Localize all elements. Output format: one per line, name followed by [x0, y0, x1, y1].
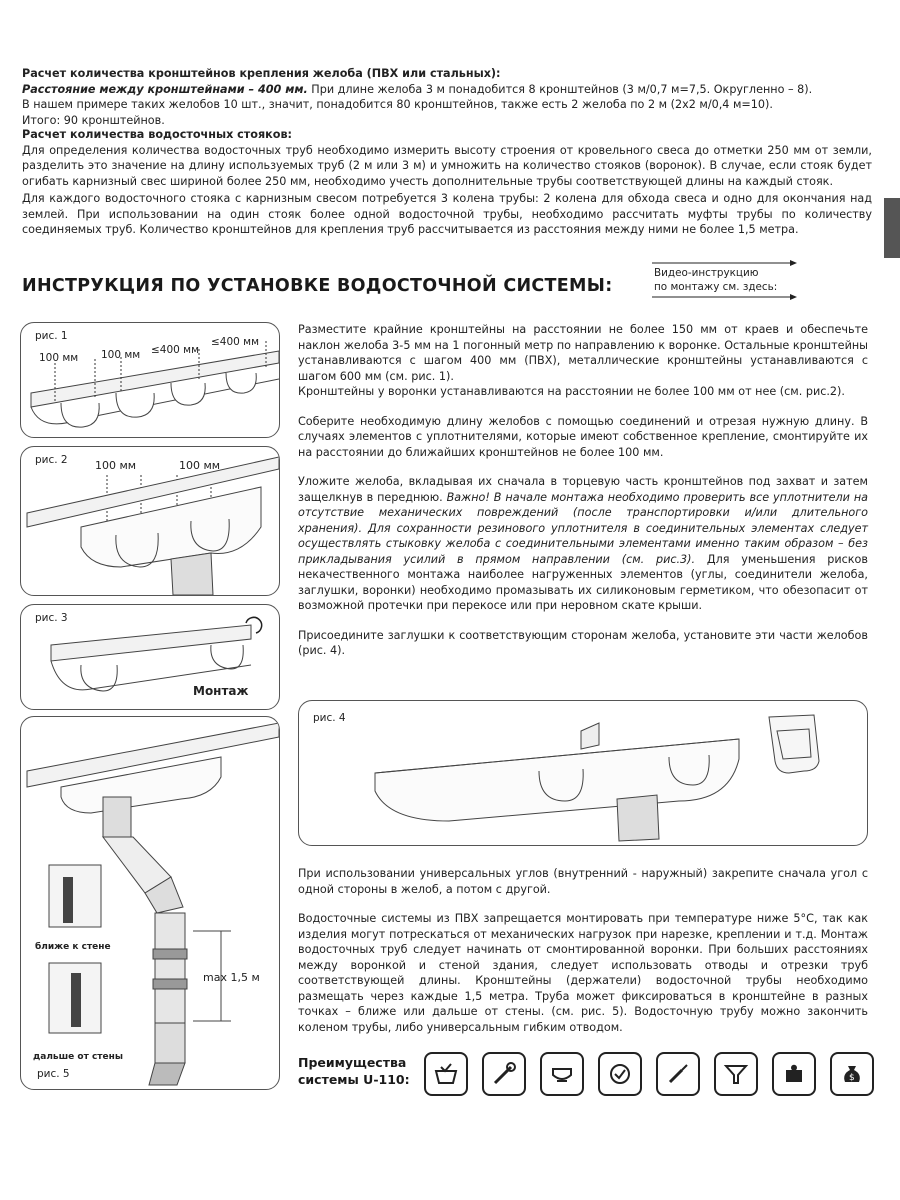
advantages-label2: системы U-110: — [298, 1072, 410, 1087]
figure-5-label: рис. 5 — [37, 1068, 70, 1080]
risers-heading: Расчет количества водосточных стояков: — [22, 128, 292, 141]
side-tab — [884, 198, 900, 258]
risers-para2: Для каждого водосточного стояка с карнизным свесом потребуется 3 колена трубы: 2 колена для обхода свеса и одно для окончания над землей. При использовании на один стояк более одной водосточной трубы, необходимо рассчитать муфты трубы по количеству соединяемых труб. Количество кронштейнов для крепления труб рассчитывается из расстояния между ними не более 1,5 метра. — [22, 192, 872, 236]
risers-section — [22, 127, 872, 238]
figure-2 — [20, 446, 280, 596]
step3-text: Уложите желоба, вкладывая их сначала в торцевую часть кронштейнов под захват и затем защелкнув в переднюю. Важно! В начале монтажа необходимо проверить все уплотнители на отсутствие механических повреждений (после транспортировки и/или длительного хранения). Для сохранности резинового уплотнителя в соединительных элементах следует осуществлять стыковку желоба с соединительными элементами именно таким образом – без прикладывания усилий в прямом направлении (см. рис.3). Для уменьшения рисков некачественного монтажа наиболее нагруженных элементов (углы, соединители желоба, заглушки, воронки) необходимо промазывать их силиконовым герметиком, что обезопасит от возможной протечки при перекосе или при неровном скате крыши. — [298, 475, 868, 612]
figure-2-dim2: 100 мм — [179, 459, 221, 472]
figure-5-drawing — [21, 717, 279, 1089]
step6-text: Водосточные системы из ПВХ запрещается монтировать при температуре ниже 5°С, так как изделия могут потрескаться от механических нагрузок при нарезке, креплении и т.д. Монтаж водосточных труб следует начинать от смонтированной воронки. При больших расстояниях между воронкой и стеной здания, следует использовать отводы и отрезки труб соответствующей длины. Кронштейны (держатели) водосточной трубы необходимо размещать через каждые 1,5 метра. Труба может фиксироваться в кронштейне в разных точках – ближе или дальше от стены. (см. рис. 5). Водосточную трубу можно закончить коленом трубы, либо универсальным гибким отводом. — [298, 912, 868, 1034]
video-note-line2: по монтажу см. здесь: — [654, 281, 778, 293]
figure-5-far: дальше от стены — [33, 1052, 123, 1062]
advantages-label1: Преимущества — [298, 1055, 407, 1070]
figure-2-dim1: 100 мм — [95, 459, 137, 472]
figure-4-label: рис. 4 — [313, 712, 346, 724]
instruction-title: ИНСТРУКЦИЯ ПО УСТАНОВКЕ ВОДОСТОЧНОЙ СИСТЕМЫ: — [22, 276, 613, 296]
video-arrows — [650, 258, 800, 303]
risers-para1: Для определения количества водосточных труб необходимо измерить высоту строения от кровельного свеса до отметки 250 мм от земли, разделить это значение на длину используемых труб (2 м или 3 м) и умножить на количество стояков (воронок). В случае, если стояк будет огибать карнизный свес шириной более 250 мм, необходимо учесть дополнительные трубы соответствующей длины на каждый стояк. — [22, 143, 872, 188]
brackets-total: Итого: 90 кронштейнов. — [22, 113, 165, 127]
step2-text: Соберите необходимую длину желобов с помощью соединений и отрезая нужную длину. В случаях элементов с уплотнителями, которые имеют собственное крепление, смонтируйте их на расстоянии до ближайших кронштейнов не более 100 мм. — [298, 414, 868, 459]
funnel-icon — [714, 1052, 758, 1096]
figure-3-caption: Монтаж — [193, 684, 249, 698]
figure-1-dim4: ≤400 мм — [211, 336, 260, 348]
svg-text:$: $ — [849, 1073, 855, 1083]
figure-5-max: max 1,5 м — [203, 971, 260, 984]
figure-5 — [20, 716, 280, 1090]
step1b-text: Кронштейны у воронки устанавливаются на расстоянии не более 100 мм от нее (см. рис.2). — [298, 385, 845, 398]
tools-icon — [482, 1052, 526, 1096]
figure-5-near: ближе к стене — [35, 942, 111, 952]
brackets-line1: Расстояние между кронштейнами – 400 мм. При длине желоба 3 м понадобится 8 кронштейнов (3 м/0,7 м=7,5. Округленно – 8). — [22, 82, 813, 96]
step5-text: При использовании универсальных углов (внутренний - наружный) закрепите сначала угол с одной стороны в желоб, а потом с другой. — [298, 867, 868, 896]
figure-3-label: рис. 3 — [35, 612, 68, 624]
puzzle-icon — [772, 1052, 816, 1096]
brackets-section — [22, 66, 878, 128]
figure-1 — [20, 322, 280, 438]
step4-text: Присоедините заглушки к соответствующим сторонам желоба, установите эти части желобов (рис. 4). — [298, 628, 868, 657]
video-note-line1: Видео-инструкцию — [654, 267, 759, 279]
shield-check-icon — [598, 1052, 642, 1096]
money-bag-icon — [830, 1052, 874, 1096]
figure-4-drawing — [299, 701, 867, 845]
figure-1-drawing — [21, 323, 279, 437]
figure-1-label: рис. 1 — [35, 330, 68, 342]
brackets-line2: В нашем примере таких желобов 10 шт., значит, понадобится 80 кронштейнов, также есть 2 желоба по 2 м (2х2 м/0,4 м=10). — [22, 98, 773, 111]
figure-3 — [20, 604, 280, 710]
basin-icon — [424, 1052, 468, 1096]
figure-3-drawing — [21, 605, 279, 709]
brackets-heading: Расчет количества кронштейнов крепления желоба (ПВХ или стальных): — [22, 67, 501, 80]
steps-column — [298, 322, 868, 659]
step1-text: Разместите крайние кронштейны на расстоянии не более 150 мм от краев и обеспечьте наклон желоба 3-5 мм на 1 погонный метр по направлению к воронке. Остальные кронштейны устанавливаются с шагом 400 мм (ПВХ), металлические кронштейны устанавливаются с шагом 600 мм (см. рис. 1). — [298, 323, 868, 383]
figure-1-dim1: 100 мм — [39, 352, 79, 364]
figure-1-dim3: ≤400 мм — [151, 344, 200, 356]
figure-2-drawing — [21, 447, 279, 595]
brush-icon — [656, 1052, 700, 1096]
steps-column-2 — [298, 866, 868, 1035]
figure-2-label: рис. 2 — [35, 454, 68, 466]
figure-4 — [298, 700, 868, 846]
figure-1-dim2: 100 мм — [101, 349, 141, 361]
advantages-label — [298, 1054, 410, 1088]
hand-gutter-icon — [540, 1052, 584, 1096]
advantages-icons — [424, 1052, 874, 1096]
